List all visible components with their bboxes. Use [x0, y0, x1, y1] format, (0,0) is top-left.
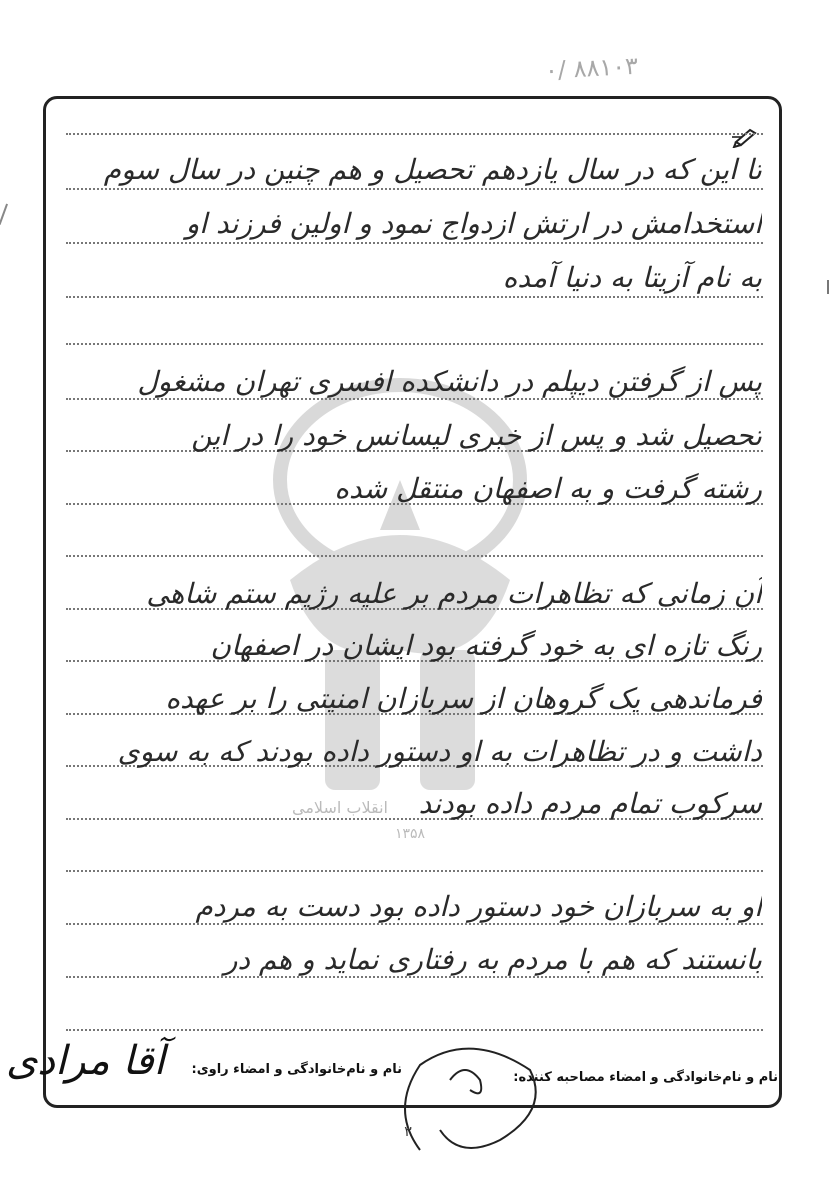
handwritten-line: بانستند که هم با مردم به رفتاری نماید و هم در: [223, 943, 762, 976]
watermark-text: انقلاب اسلامی: [292, 798, 388, 817]
handwritten-line: پس از گرفتن دیپلم در دانشکده افسری تهران مشغول: [137, 365, 762, 398]
margin-mark: [821, 280, 829, 294]
ruled-line: [66, 923, 763, 925]
handwritten-line: رشته گرفت و به اصفهان منتقل شده: [334, 472, 762, 505]
margin-mark: [0, 204, 17, 229]
ruled-line: [66, 976, 763, 978]
watermark-year: ۱۳۵۸: [394, 826, 426, 842]
narrator-signature: آقا مرادی: [6, 1038, 165, 1084]
archive-number: ۸۸۱۰۳ /۰: [544, 51, 639, 85]
handwritten-line: به نام آزیتا به دنیا آمده: [502, 261, 762, 294]
ruled-line: [66, 398, 763, 400]
handwritten-line: فرماندهی یک گروهان از سربازان امنیتی را بر عهده: [165, 682, 762, 715]
ruled-line: [66, 870, 763, 872]
interviewer-label: نام و نام‌خانوادگی و امضاء مصاحبه کننده:: [513, 1070, 778, 1085]
handwritten-line: تا این که در سال یازدهم تحصیل و هم چنین در سال سوم: [103, 153, 762, 186]
narrator-label: نام و نام‌خانوادگی و امضاء راوی:: [191, 1062, 402, 1077]
page-number: ۳: [404, 1124, 412, 1140]
handwritten-line: داشت و در تظاهرات به او دستور داده بودند که به سوی: [117, 735, 762, 768]
ruled-line: [66, 555, 763, 557]
handwritten-line: تحصیل شد و پس از خبری لیسانس خود را در این: [191, 419, 762, 452]
ruled-line: [66, 133, 763, 135]
ruled-line: [66, 296, 763, 298]
ruled-line: [66, 343, 763, 345]
handwritten-line: او به سربازان خود دستور داده بود دست به مردم: [195, 890, 762, 923]
pen-icon: [730, 124, 760, 148]
interviewer-signature: [380, 1020, 560, 1180]
handwritten-line: رنگ تازه ای به خود گرفته بود ایشان در اصفهان: [210, 629, 762, 662]
handwritten-line: سرکوب تمام مردم داده بودند: [418, 787, 762, 820]
ruled-line: [66, 242, 763, 244]
handwritten-line: استخدامش در ارتش ازدواج نمود و اولین فرزند او: [185, 207, 762, 240]
handwritten-line: آن زمانی که تظاهرات مردم بر علیه رژیم ستم شاهی: [146, 577, 762, 610]
ruled-line: [66, 188, 763, 190]
